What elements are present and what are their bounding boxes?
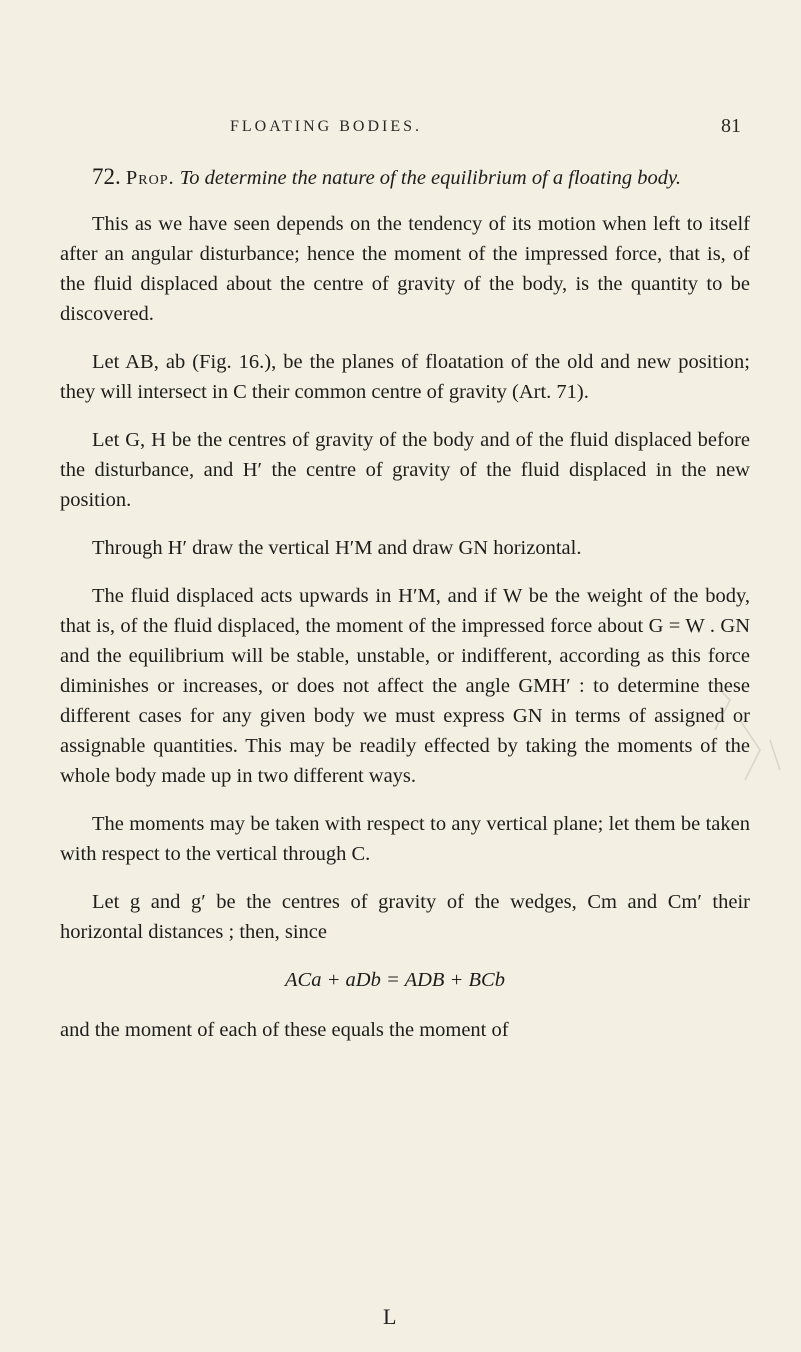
page-number: 81 [721,115,741,137]
paragraph-3: Let G, H be the centres of gravity of the body and of the fluid displaced before the disturbance, and H′ the centre of gravity of the fluid displaced in the new position. [60,429,750,511]
closing-line: and the moment of each of these equals the moment of [60,1019,509,1041]
body-text [60,162,750,1063]
equation: ACa + aDb = ADB + BCb [285,969,505,991]
paragraph-1: This as we have seen depends on the tendency of its motion when left to itself after an angular disturbance; hence the moment of the impressed force, that is, of the fluid displaced about the centre of gravity of the body, is the quantity to be discovered. [60,213,750,325]
signature-mark: L [383,1304,397,1329]
proposition-label: Prop. [125,167,175,189]
paragraph-5: The fluid displaced acts upwards in H′M, and if W be the weight of the body, that is, of the fluid displaced, the moment of the impressed force about G = W . GN and the equilibrium will be stable, unstable, or indifferent, according as this force diminishes or increases, or does not affect the angle GMH′ : to determine these different cases for any given body we must express GN in terms of assigned or assignable quantities. This may be readily effected by taking the moments of the whole body made up in two different ways. [60,585,750,787]
paragraph-2: Let AB, ab (Fig. 16.), be the planes of floatation of the old and new position; they will intersect in C their common centre of gravity (Art. 71). [60,351,750,403]
paragraph-4: Through H′ draw the vertical H′M and draw GN horizontal. [92,537,582,559]
running-title: FLOATING BODIES. [230,118,422,135]
proposition-title: To determine the nature of the equilibrium of a floating body. [179,167,682,189]
paragraph-6: The moments may be taken with respect to any vertical plane; let them be taken with respect to the vertical through C. [60,813,750,865]
page-header [0,115,801,142]
paragraph-7: Let g and g′ be the centres of gravity of the wedges, Cm and Cm′ their horizontal distances ; then, since [60,891,750,943]
proposition-number: 72. [92,164,121,189]
bleed-through-mark [700,660,790,800]
proposition-heading [60,162,750,193]
